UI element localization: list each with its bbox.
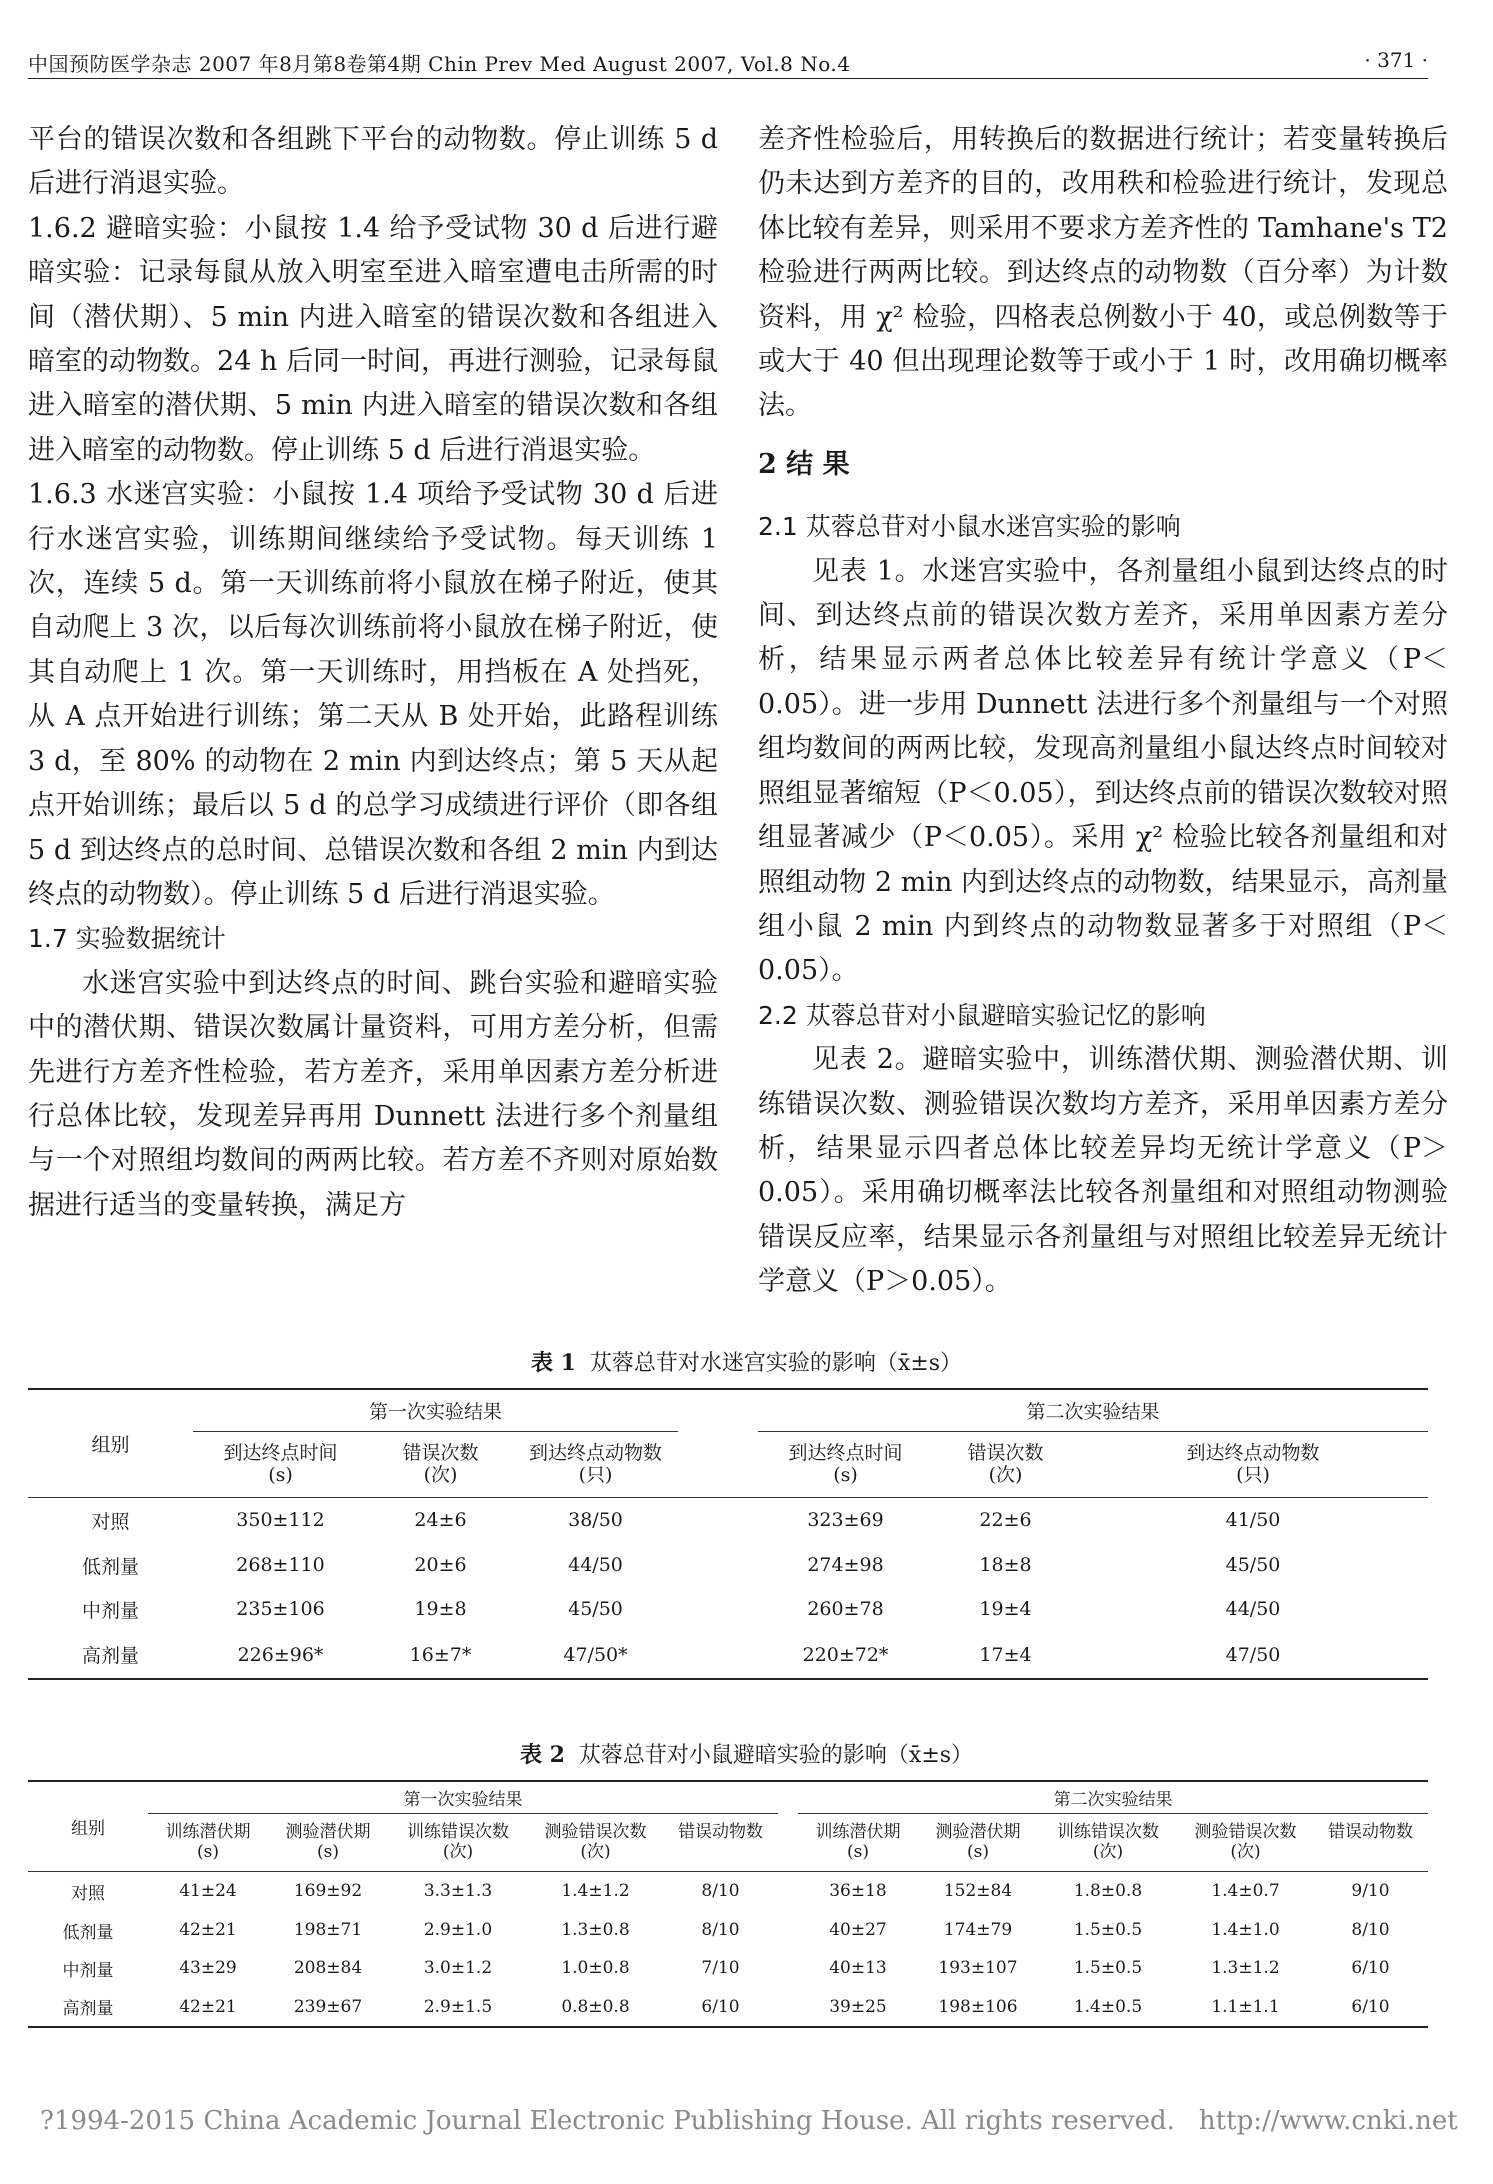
table2 [28,1780,1428,2028]
table-row: 高剂量 226±96* 16±7* 47/50* 220±72* 17±4 47/50 [28,1631,1428,1679]
copyright-text: ?1994-2015 China Academic Journal Electronic Publishing House. All rights reserved. [40,2106,1175,2136]
column-header: 错误次数 (次) [402,1442,479,1486]
subsection-heading: 2.1 苁蓉总苷对小鼠水迷宫实验的影响 [758,512,1181,542]
table2-label: 表 2 [519,1742,565,1768]
table2-first-header: 第一次实验结果 [148,1781,778,1813]
table1-group-header: 组别 [28,1389,193,1497]
subsection-heading: 2.2 苁蓉总苷对小鼠避暗实验记忆的影响 [758,1000,1206,1030]
table-row: 对照 350±112 24±6 38/50 323±69 22±6 41/50 [91,1509,1281,1533]
column-header: 训练错误次数 (次) [407,1822,509,1862]
footer-url: http://www.cnki.net [1198,2106,1458,2136]
table-row: 中剂量 235±106 19±8 45/50 260±78 19±4 44/50 [81,1598,1281,1622]
journal-citation: 中国预防医学杂志 2007 年8月第8卷第4期 Chin Prev Med August 2007, Vol.8 No.4 [28,52,851,76]
paragraph: 差齐性检验后，用转换后的数据进行统计；若变量转换后仍未达到方差齐的目的，改用秩和检验进行统计，发现总体比较有差异，则采用不要求方差齐性的 Tamhane's T2 检验进行两两比较。到达终点的动物数（百分率）为计数资料，用 χ² 检验，四格表总例数小于 40，或总例数等于或大于 40 但出现理论数等于或小于 1 时，改用确切概率法。 [758,124,1448,422]
copyright-footer [40,2106,1458,2136]
section-heading: 2 结 果 [758,448,850,480]
column-header: 到达终点时间 (s) [788,1442,903,1486]
left-column [28,118,718,1228]
subsection-heading: 1.7 实验数据统计 [28,924,226,954]
column-header: 到达终点动物数 (只) [1186,1442,1320,1486]
column-header: 测验潜伏期 (s) [285,1822,371,1862]
paragraph: 平台的错误次数和各组跳下平台的动物数。停止训练 5 d 后进行消退实验。 [28,124,718,200]
column-header: 训练潜伏期 (s) [165,1822,251,1862]
table1-second-header: 第二次实验结果 [758,1389,1428,1431]
paragraph: 见表 2。避暗实验中，训练潜伏期、测验潜伏期、训练错误次数、测验错误次数均方差齐，采用单因素方差分析，结果显示四者总体比较差异均无统计学意义（P＞0.05）。采用确切概率法比较各剂量组和对照组动物测验错误反应率，结果显示各剂量组与对照组比较差异无统计学意义（P＞0.05）。 [758,1044,1448,1298]
page-number: · 371 · [1364,48,1428,72]
table-row: 高剂量 42±21 239±67 2.9±1.5 0.8±0.8 6/10 39±25 198±106 1.4±0.5 1.1±1.1 6/10 [28,1987,1428,2027]
paragraph: 1.6.3 水迷宫实验：小鼠按 1.4 项给予受试物 30 d 后进行水迷宫实验，训练期间继续给予受试物。每天训练 1 次，连续 5 d。第一天训练前将小鼠放在梯子附近，使其自动爬上 3 次，以后每次训练前将小鼠放在梯子附近，使其自动爬上 1 次。第一天训练时，用挡板在 A 处挡死，从 A 点开始进行训练；第二天从 B 处开始，此路程训练 3 d，至 80% 的动物在 2 min 内到达终点；第 5 天从起点开始训练；最后以 5 d 的总学习成绩进行评价（即各组 5 d 到达终点的总时间、总错误次数和各组 2 min 内到达终点的动物数）。停止训练 5 d 后进行消退实验。 [28,479,718,910]
table1-first-header: 第一次实验结果 [193,1389,678,1431]
paragraph: 1.6.2 避暗实验：小鼠按 1.4 给予受试物 30 d 后进行避暗实验：记录每鼠从放入明室至进入暗室遭电击所需的时间（潜伏期）、5 min 内进入暗室的错误次数和各组进入暗室的动物数。24 h 后同一时间，再进行测验，记录每鼠进入暗室的潜伏期、5 min 内进入暗室的错误次数和各组进入暗室的动物数。停止训练 5 d 后进行消退实验。 [28,212,718,466]
table1-caption [0,1346,1493,1377]
table-row: 低剂量 268±110 20±6 44/50 274±98 18±8 45/50 [81,1554,1281,1578]
column-header: 测验潜伏期 (s) [935,1822,1021,1862]
column-header: 训练潜伏期 (s) [815,1822,901,1862]
running-header [28,42,1428,79]
table2-caption [0,1738,1493,1769]
table1 [28,1388,1428,1680]
paragraph: 水迷宫实验中到达终点的时间、跳台实验和避暗实验中的潜伏期、错误次数属计量资料，可用方差分析，但需先进行方差齐性检验，若方差齐，采用单因素方差分析进行总体比较，发现差异再用 Dunnett 法进行多个剂量组与一个对照组均数间的两两比较。若方差不齐则对原始数据进行适当的变量转换，满足方 [28,967,718,1221]
right-column [758,118,1448,1305]
column-header: 到达终点动物数 (只) [528,1442,662,1486]
table1-label: 表 1 [530,1350,576,1376]
column-header: 错误动物数 [1328,1822,1413,1842]
column-header: 到达终点时间 (s) [223,1442,338,1486]
table2-title: 苁蓉总苷对小鼠避暗实验的影响（x̄±s） [578,1743,974,1768]
table1-title: 苁蓉总苷对水迷宫实验的影响（x̄±s） [589,1351,963,1376]
table2-group-header: 组别 [28,1781,148,1871]
table-row: 中剂量 43±29 208±84 3.0±1.2 1.0±0.8 7/10 40±13 193±107 1.5±0.5 1.3±1.2 6/10 [62,1958,1390,1981]
table-row: 对照 41±24 169±92 3.3±1.3 1.4±1.2 8/10 36±18 152±84 1.8±0.8 1.4±0.7 9/10 [71,1881,1390,1904]
column-header: 测验错误次数 (次) [544,1822,647,1862]
table2-second-header: 第二次实验结果 [798,1781,1428,1813]
column-header: 训练错误次数 (次) [1057,1822,1159,1862]
paragraph: 见表 1。水迷宫实验中，各剂量组小鼠到达终点的时间、到达终点前的错误次数方差齐，采用单因素方差分析，结果显示两者总体比较差异有统计学意义（P＜0.05）。进一步用 Dunnett 法进行多个剂量组与一个对照组均数间的两两比较，发现高剂量组小鼠达终点时间较对照组显著缩短（P＜0.05），到达终点前的错误次数较对照组显著减少（P＜0.05）。采用 χ² 检验比较各剂量组和对照组动物 2 min 内到达终点的动物数，结果显示，高剂量组小鼠 2 min 内到终点的动物数显著多于对照组（P＜0.05）。 [758,555,1448,987]
column-header: 测验错误次数 (次) [1194,1822,1297,1862]
column-header: 错误动物数 [678,1822,763,1842]
table-row: 低剂量 42±21 198±71 2.9±1.0 1.3±0.8 8/10 40±27 174±79 1.5±0.5 1.4±1.0 8/10 [62,1920,1390,1943]
column-header: 错误次数 (次) [967,1442,1044,1486]
